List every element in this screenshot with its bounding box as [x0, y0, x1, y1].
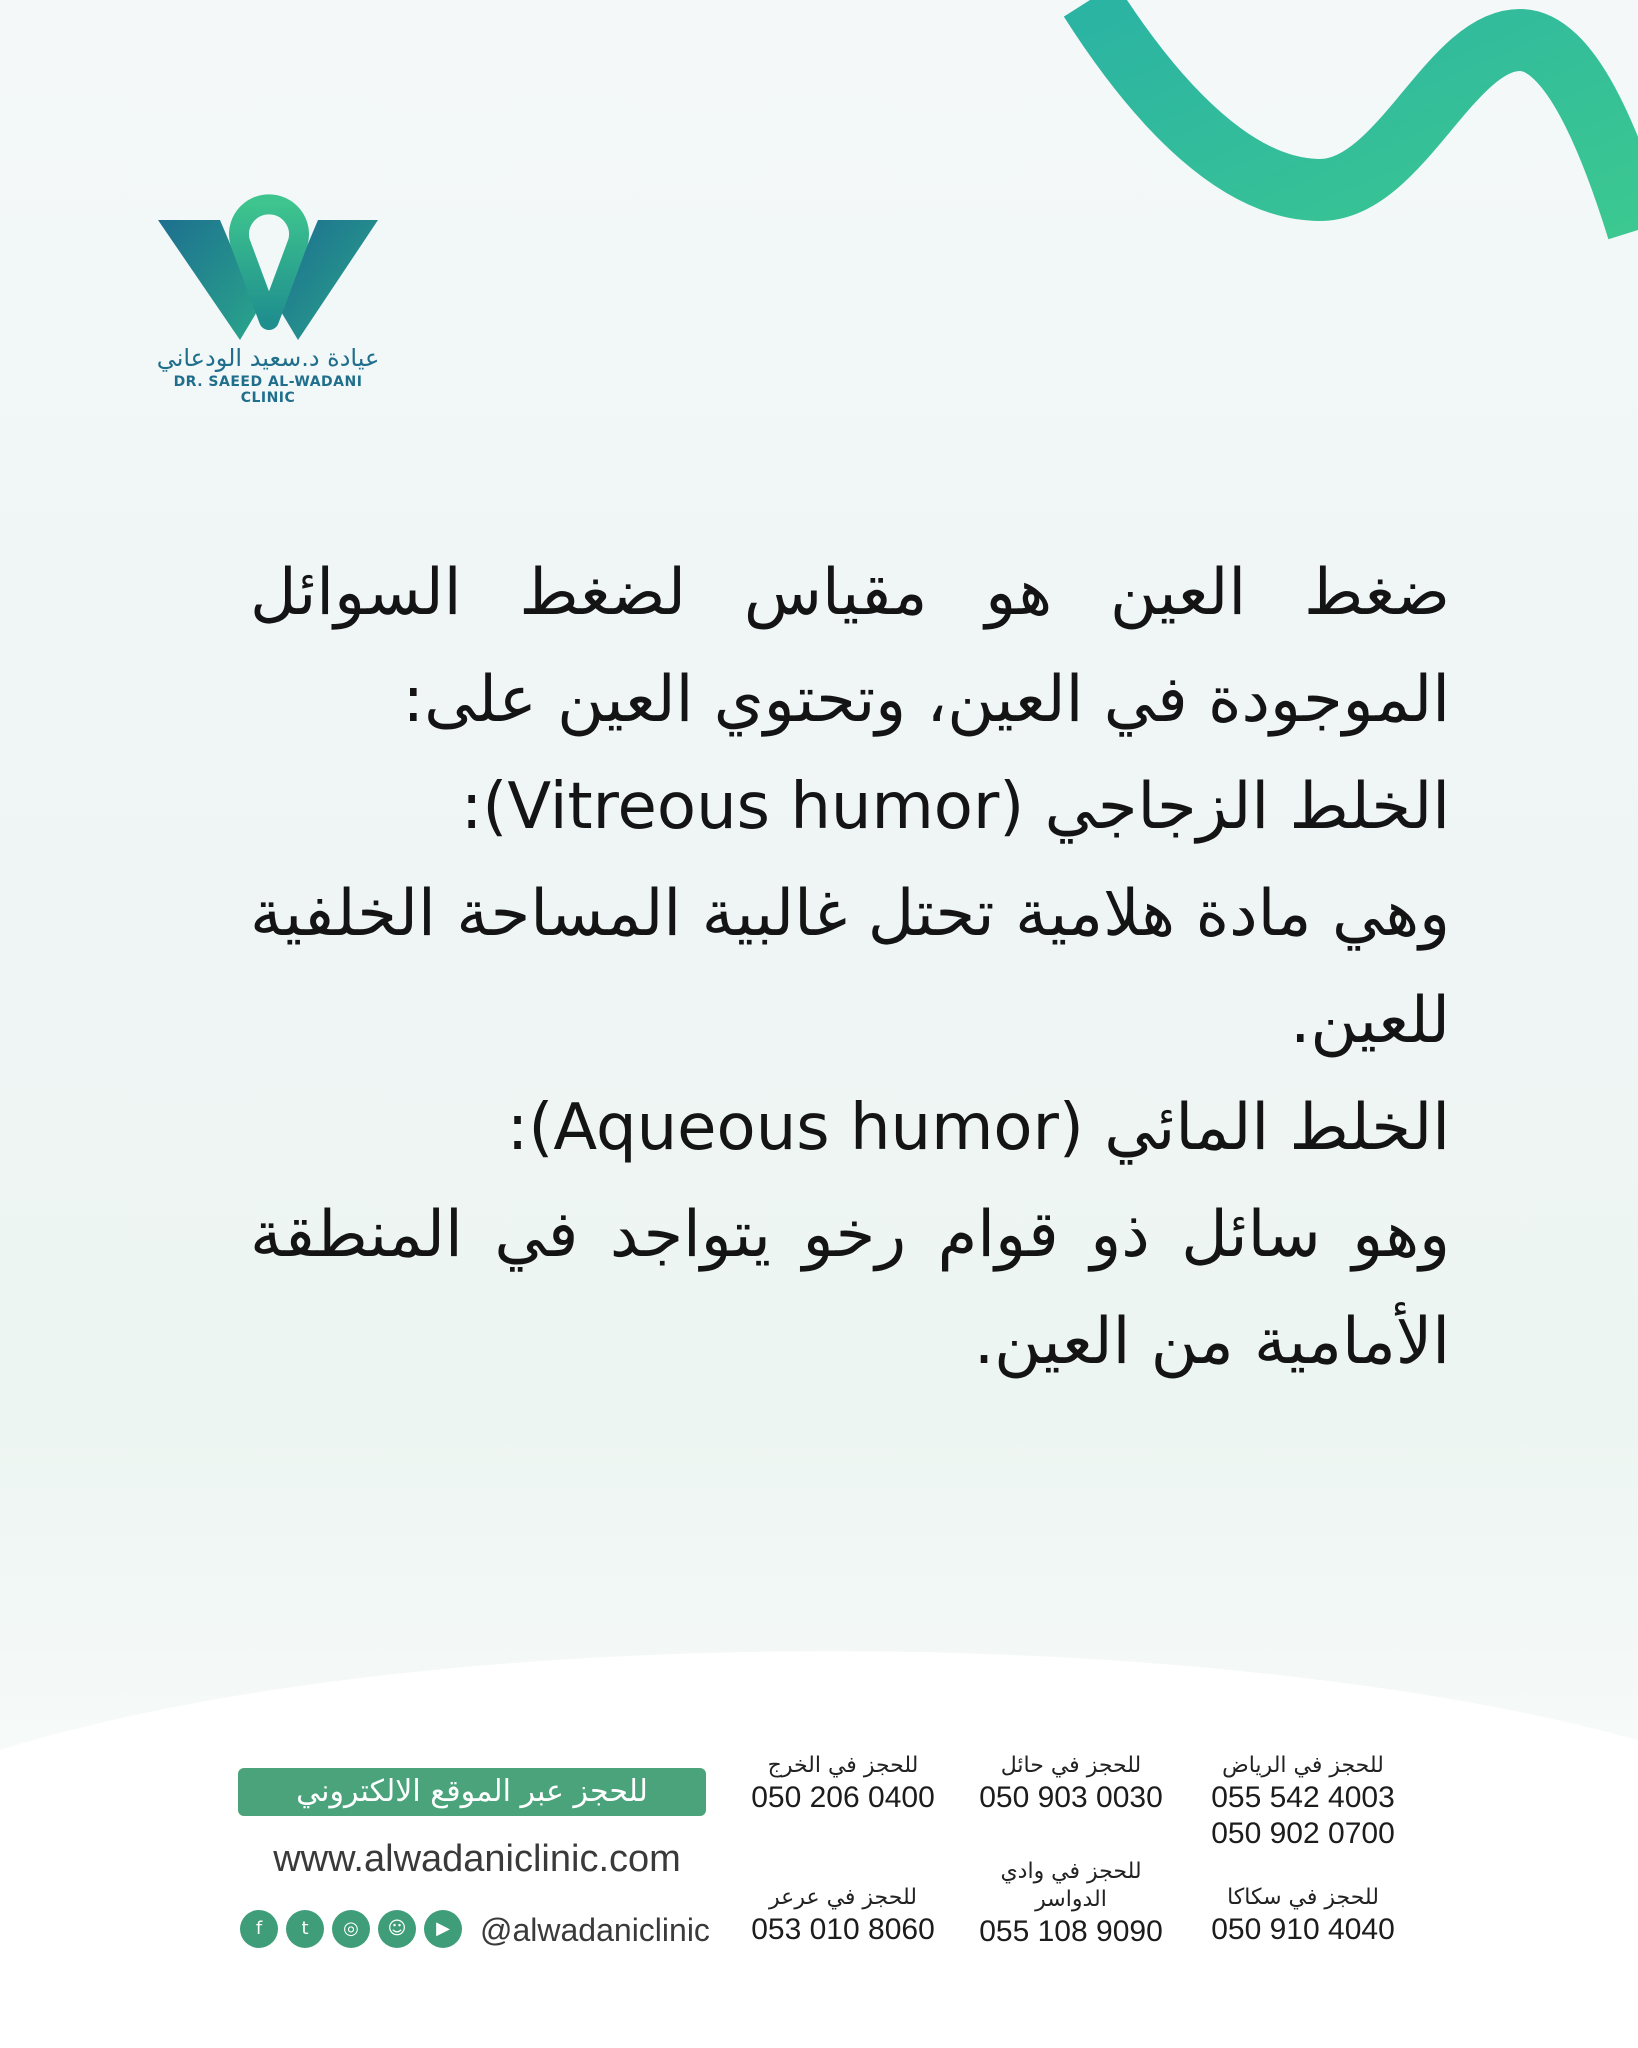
social-handle: @alwadaniclinic [480, 1912, 710, 1948]
branch-phone[interactable]: 050 910 4040 [1211, 1913, 1395, 1946]
article-body [250, 540, 1450, 1396]
branch-label: للحجز في سكاكا [1227, 1885, 1379, 1910]
clinic-name-english: DR. SAEED AL-WADANI CLINIC [173, 374, 363, 406]
social-icons [240, 1910, 462, 1948]
branch-label: للحجز في حائل [1000, 1753, 1142, 1778]
branch-label: للحجز في الخرج [767, 1753, 919, 1778]
twitter-icon[interactable]: t [286, 1910, 324, 1948]
clinic-logo-mark [158, 190, 378, 340]
branch-label: للحجز في وادي الدواسر [1000, 1859, 1142, 1912]
branch-phone[interactable]: 053 010 8060 [751, 1913, 935, 1946]
website-link[interactable]: www.alwadaniclinic.com [273, 1838, 681, 1880]
branch-hail [966, 1752, 1176, 1816]
body-paragraph: ضغط العين هو مقياس لضغط السوائل الموجودة في العين، وتحتوي العين على: [250, 556, 1450, 737]
branch-phone[interactable]: 055 542 4003 [1211, 1781, 1395, 1814]
branch-phone[interactable]: 050 206 0400 [751, 1781, 935, 1814]
body-paragraph: الخلط الزجاجي (Vitreous humor): [460, 770, 1450, 844]
branch-riyadh [1198, 1752, 1408, 1852]
facebook-icon[interactable]: f [240, 1910, 278, 1948]
branch-phone[interactable]: 050 903 0030 [979, 1781, 1163, 1814]
branch-label: للحجز في الرياض [1222, 1753, 1384, 1778]
branch-alkharj [738, 1752, 948, 1816]
branch-phone[interactable]: 055 108 9090 [979, 1915, 1163, 1948]
youtube-icon[interactable]: ▶ [424, 1910, 462, 1948]
instagram-icon[interactable]: ◎ [332, 1910, 370, 1948]
branch-label: للحجز في عرعر [769, 1885, 917, 1910]
clinic-name-arabic: عيادة د.سعيد الودعاني [156, 344, 380, 372]
branch-wadi-aldawasir [966, 1858, 1176, 1950]
branch-arar [738, 1884, 948, 1948]
body-paragraph: وهو سائل ذو قوام رخو يتواجد في المنطقة الأمامية من العين. [250, 1198, 1450, 1379]
clinic-logo [148, 190, 388, 406]
branch-phone[interactable]: 050 902 0700 [1211, 1817, 1395, 1850]
online-booking-button[interactable]: للحجز عبر الموقع الالكتروني [238, 1768, 706, 1816]
body-paragraph: وهي مادة هلامية تحتل غالبية المساحة الخلفية للعين. [250, 877, 1450, 1058]
body-paragraph: الخلط المائي (Aqueous humor): [506, 1091, 1450, 1165]
snapchat-icon[interactable]: ☺ [378, 1910, 416, 1948]
branch-sakaka [1198, 1884, 1408, 1948]
